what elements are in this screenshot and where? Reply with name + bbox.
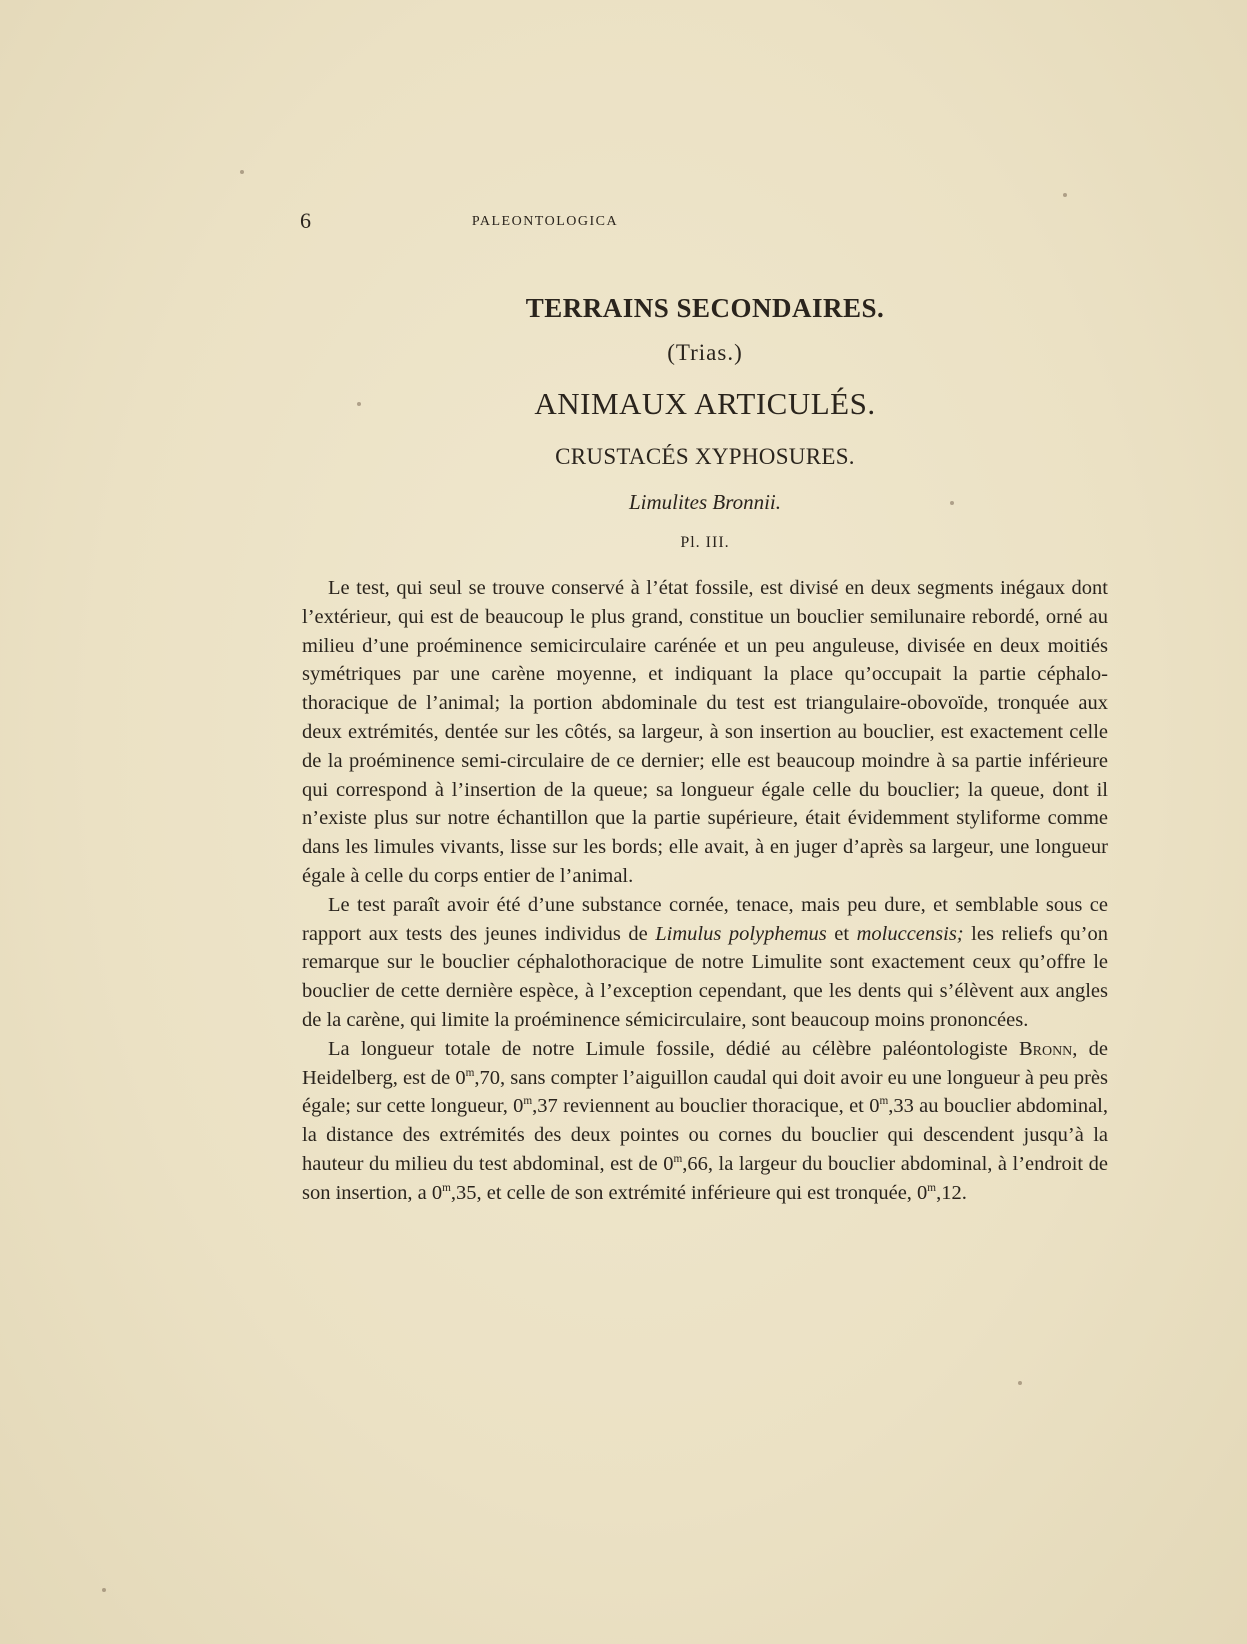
measurement-4: ,66, la largeur du bouclier abdominal, à l’endroit de son insertion, a 0 xyxy=(302,1152,1108,1204)
paper-speck xyxy=(1063,193,1067,197)
paragraph-1-text: Le test, qui seul se trouve conservé à l’état fossile, est divisé en deux segments inégaux dont l’extérieur, qui est de beaucoup le plus grand, constitue un bouclier semilunaire rebordé, orné au milieu d’une proéminence semicirculaire carénée et un peu anguleuse, divisée en deux moitiés symétriques par une carène moyenne, et indiquant la place qu’occupait la partie céphalo-thoracique de l’animal; la portion abdominale du test est triangulaire-obovoïde, tronquée aux deux extrémités, dentée sur les côtés, sa largeur, à son insertion au bouclier, est exactement celle de la proéminence semi-circulaire de ce dernier; elle est beaucoup moindre à sa partie inférieure qui correspond à l’insertion de la queue; sa longueur égale celle du bouclier; la queue, dont il n’existe plus sur notre échantillon que la partie supérieure, était évidemment styliforme comme dans les limules vivants, lisse sur les bords; elle avait, à en juger d’après sa largeur, une longueur égale à celle du corps entier de l’animal. xyxy=(302,577,1108,887)
group-title: CRUSTACÉS XYPHOSURES. xyxy=(555,444,855,469)
paragraph-comparison xyxy=(302,891,1108,1035)
measurement-5: ,35, et celle de son extrémité inférieure qui est tronquée, 0 xyxy=(450,1181,928,1204)
measurement-6: ,12. xyxy=(936,1181,967,1204)
period-subtitle: (Trias.) xyxy=(667,340,743,365)
paper-speck xyxy=(357,402,361,406)
unit-superscript: m xyxy=(673,1153,683,1166)
paper-speck xyxy=(1018,1381,1022,1385)
unit-superscript: m xyxy=(442,1181,451,1194)
unit-superscript: m xyxy=(465,1066,475,1079)
paragraph-description xyxy=(302,574,1108,891)
division-title: ANIMAUX ARTICULÉS. xyxy=(534,386,876,421)
unit-superscript: m xyxy=(879,1095,889,1108)
running-title: PALEONTOLOGICA xyxy=(471,214,619,229)
measurement-3: ,33 au bouclier abdominal, la distance des extrémités des deux pointes ou cornes du bouclier qui descendent jusqu’à la hauteur du milieu du test abdominal, est de 0 xyxy=(302,1095,1108,1175)
page-header xyxy=(300,210,790,234)
measurement-2: ,37 reviennent au bouclier thoracique, et 0 xyxy=(532,1095,880,1118)
measurement-1: ,70, sans compter l’aiguillon caudal qui doit avoir eu une longueur à peu près égale; sur cette longueur, 0 xyxy=(302,1066,1108,1118)
species-name-moluccensis: moluccensis; xyxy=(856,922,964,945)
unit-superscript: m xyxy=(523,1095,533,1108)
person-name-bronn: Bronn xyxy=(1018,1037,1073,1060)
paragraph-3-part-2: , de Heidelberg, est de 0 xyxy=(302,1037,1108,1089)
species-title: Limulites Bronnii. xyxy=(628,490,782,514)
species-name-polyphemus: Limulus polyphemus xyxy=(655,922,827,945)
page-number: 6 xyxy=(300,208,311,233)
paragraph-measurements xyxy=(302,1035,1108,1208)
paper-speck xyxy=(950,501,954,505)
paragraph-3-part-1: La longueur totale de notre Limule fossile, dédié au célèbre paléontologiste xyxy=(328,1037,1019,1060)
unit-superscript: m xyxy=(927,1181,937,1194)
paper-speck xyxy=(102,1588,106,1592)
section-title: TERRAINS SECONDAIRES. xyxy=(525,293,885,323)
paper-speck xyxy=(240,170,244,174)
paragraph-2-rest: les reliefs qu’on remarque sur le bouclier céphalothoracique de notre Limulite sont exactement ceux qu’offre le bouclier de cette dernière espèce, à l’exception cependant, que les dents qui s’élèvent aux angles de la carène, qui limite la proéminence sémicirculaire, sont beaucoup moins prononcées. xyxy=(302,922,1109,1031)
body-text xyxy=(302,574,1108,1208)
plate-reference: Pl. III. xyxy=(680,534,730,551)
paragraph-2-intro: Le test paraît avoir été d’une substance cornée, tenace, mais peu dure, et semblable sous ce rapport aux tests des jeunes individus de xyxy=(302,893,1108,945)
paragraph-2-connector: et xyxy=(826,922,857,945)
